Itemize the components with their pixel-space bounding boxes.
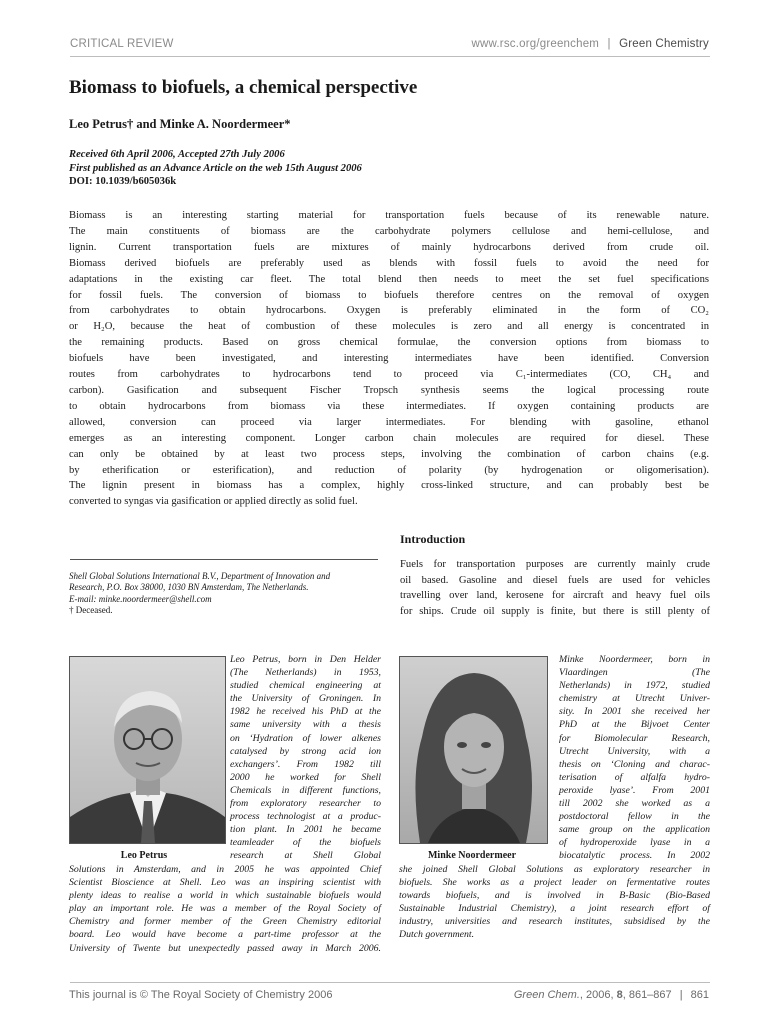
- abstract-line: The main constituents of biomass are the carbohydrate polymers cellulose and hemi-cellulose, and: [69, 225, 709, 237]
- bio-line: terisation of alfalfa hydro-: [559, 771, 710, 783]
- bio-line: on ‘Hydration of lower alkenes: [230, 732, 381, 744]
- first-published: First published as an Advance Article on the web 15th August 2006: [69, 162, 362, 174]
- bio-noordermeer-side: [559, 653, 710, 863]
- caption-noordermeer: Minke Noordermeer: [427, 850, 517, 861]
- citation: [514, 989, 709, 1001]
- bio-line: towards biofuels, and is involved in B-Basic (Bio-Based: [399, 890, 710, 902]
- copyright: This journal is © The Royal Society of Chemistry 2006: [69, 989, 333, 1001]
- bio-line: Chemistry and former member of the Green Chemistry editorial: [69, 916, 381, 928]
- bio-line: play an important role. He was a member of the Royal Society of: [69, 903, 381, 915]
- bio-line: exchangers’. From 1982 till: [230, 758, 381, 770]
- bio-line: postdoctoral fellow in the: [559, 811, 710, 823]
- received-dates: Received 6th April 2006, Accepted 27th July 2006: [69, 149, 285, 160]
- abstract-line: from carbohydrates to obtain hydrocarbons. Oxygen is preferably eliminated in the form of CO₂: [69, 305, 709, 317]
- abstract-line: or H₂O, because the heat of combustion of these molecules is zero and all energy is concentrated in: [69, 321, 709, 333]
- page-number: 861: [690, 989, 709, 1001]
- intro-line: travelling over land, kerosene for aircraft and heavy fuel oils: [400, 590, 710, 602]
- citation-volume: 8: [616, 989, 623, 1001]
- bio-line: Leo Petrus, born in Den Helder: [230, 654, 381, 665]
- bio-line: tion plant. In 2001 he became: [230, 824, 381, 836]
- footnote-line: Shell Global Solutions International B.V., Department of Innovation and: [69, 571, 331, 581]
- footnote-email[interactable]: E-mail: minke.noordermeer@shell.com: [69, 593, 212, 604]
- journal-name: Green Chemistry: [619, 38, 709, 50]
- footnote-line: Research, P.O. Box 38000, 1030 BN Amsterdam, The Netherlands.: [69, 582, 309, 593]
- bio-line: process technologist at a produc-: [230, 811, 381, 823]
- abstract-line: converted to syngas via gasification or applied directly as solid fuel.: [69, 496, 358, 508]
- footer-rule: [70, 982, 710, 983]
- bio-petrus-full: [69, 863, 381, 955]
- bio-line: Minke Noordermeer, born in: [559, 654, 710, 665]
- author-photo-petrus: [69, 656, 226, 844]
- article-authors: Leo Petrus† and Minke A. Noordermeer*: [69, 117, 291, 131]
- bio-line: till 2002 she worked as a: [559, 798, 710, 810]
- bio-line: same group on the application: [559, 824, 710, 836]
- deceased-note: † Deceased.: [69, 605, 113, 616]
- abstract-line: Biomass derived biofuels are preferably used as blends with fossil fuels to avoid the need for: [69, 257, 709, 269]
- bio-line: Dutch government.: [399, 929, 475, 941]
- bio-line: for Biomolecular Research,: [559, 732, 710, 744]
- abstract-line: lignin. Current transportation fuels are mixtures of mainly hydrocarbons derived from crude oil.: [69, 241, 709, 253]
- abstract: [69, 208, 709, 510]
- intro-line: Fuels for transportation purposes are currently mainly crude: [400, 559, 710, 570]
- abstract-line: emerges as an interesting component. Longer carbon chain molecules are required for diesel. These: [69, 432, 709, 444]
- abstract-line: allowed, conversion can proceed via larger intermediates. For blending with gasoline, ethanol: [69, 416, 709, 428]
- bio-line: plenty ideas to realise a world in which sustainable biofuels would: [69, 890, 381, 902]
- bio-line: catalysed by strong acid ion: [230, 745, 381, 757]
- bio-line: 1982 he received his PhD at the: [230, 706, 381, 718]
- abstract-line: can only be obtained by at least two process steps, involving the combination of carbon chains (e.g.: [69, 448, 709, 460]
- bio-line: board. Leo would have become a part-time professor at the: [69, 929, 381, 941]
- bio-line: teamleader of the biofuels: [230, 837, 381, 849]
- doi[interactable]: DOI: 10.1039/b605036k: [69, 176, 177, 188]
- bio-line: Utrecht University, with a: [559, 745, 710, 757]
- bio-line: peroxide lyase’. From 2001: [559, 784, 710, 796]
- footnote-rule: [70, 559, 378, 560]
- article-title: Biomass to biofuels, a chemical perspective: [69, 77, 418, 98]
- author-photo-noordermeer: [399, 656, 548, 844]
- bio-line: Netherlands) in 1972, studied: [559, 680, 710, 692]
- citation-year: , 2006,: [579, 989, 617, 1001]
- bio-line: research at Shell Global: [230, 850, 381, 862]
- abstract-line: Biomass is an interesting starting material for transportation fuels because of its renewable nature.: [69, 210, 709, 221]
- bio-line: same university with a thesis: [230, 719, 381, 731]
- abstract-line: carbon). Gasification and subsequent Fischer Tropsch synthesis seems the logical processing route: [69, 384, 709, 396]
- abstract-line: The lignin present in biomass has a complex, highly cross-linked structure, and can probably best be: [69, 480, 709, 492]
- bio-line: she joined Shell Global Solutions as exploratory researcher in: [399, 864, 710, 875]
- abstract-line: by etherification or esterification), and reduction of polarity (by hydrogenation or oligomerisation).: [69, 464, 709, 476]
- bio-line: 2000 he worked for Shell: [230, 771, 381, 783]
- intro-line: for ships. Crude oil supply is finite, but there is still plenty of: [400, 605, 710, 617]
- bio-line: studied chemical engineering at: [230, 680, 381, 692]
- bio-line: Vlaardingen (The: [559, 667, 710, 679]
- abstract-line: the remaining products. Based on gross chemical formulae, the conversion options from biomass to: [69, 337, 709, 349]
- header-separator: |: [607, 38, 611, 50]
- bio-line: from exploratory researcher to: [230, 798, 381, 810]
- bio-line: Scientist Bioscience at Shell. Leo was an inspiring scientist with: [69, 877, 381, 889]
- footer-separator: |: [679, 989, 683, 1001]
- caption-petrus: Leo Petrus: [120, 850, 168, 861]
- bio-line: PhD at the Bijvoet Center: [559, 719, 710, 731]
- bio-line: biocatalytic process. In 2002: [559, 850, 710, 862]
- introduction-text: [400, 557, 710, 619]
- abstract-line: adaptations in the existing car fleet. The total blend then needs to meet the set fuel specifications: [69, 273, 709, 285]
- section-label: CRITICAL REVIEW: [70, 38, 174, 50]
- bio-noordermeer-full: [399, 863, 710, 942]
- abstract-line: to obtain hydrocarbons from biomass via these intermediates. If oxygen containing products are: [69, 400, 709, 412]
- bio-line: thesis on ‘Cloning and charac-: [559, 758, 710, 770]
- abstract-line: routes from carbohydrates to hydrocarbons tend to proceed via C₁-intermediates (CO, CH₄ and: [69, 369, 709, 381]
- abstract-line: biofuels have been investigated, and interesting intermediates have been identified. Conversion: [69, 353, 709, 365]
- bio-line: Solutions in Amsterdam, and in 2005 he was appointed Chief: [69, 864, 381, 875]
- bio-line: industry, universities and research institutes, subsidised by the: [399, 916, 710, 928]
- bio-line: chemistry at Utrecht Univer-: [559, 693, 710, 705]
- header-rule: [70, 56, 710, 57]
- bio-line: biofuels. She works as a project leader on fermentative routes: [399, 877, 710, 889]
- bio-petrus-side: [230, 653, 381, 863]
- intro-line: oil based. Gasoline and diesel fuels are used for vehicles: [400, 574, 710, 586]
- citation-journal: Green Chem.: [513, 989, 580, 1001]
- bio-line: University of Twente but unexpectedly passed away in March 2006.: [69, 942, 381, 954]
- bio-line: the University of Groningen. In: [230, 693, 381, 705]
- bio-line: (The Netherlands) in 1953,: [230, 667, 381, 679]
- bio-line: of hydroperoxide lyase in a: [559, 837, 710, 849]
- citation-pages: , 861–867: [622, 989, 672, 1001]
- journal-header: [472, 38, 709, 50]
- abstract-line: for fossil fuels. The conversion of biomass to biofuels therefore centres on the removal of oxygen: [69, 289, 709, 301]
- journal-url[interactable]: www.rsc.org/greenchem: [471, 38, 600, 50]
- affiliation-footnote: [69, 571, 381, 617]
- article-meta: [69, 148, 362, 189]
- bio-line: Sustainable Industrial Chemistry), a joint research effort of: [399, 903, 710, 915]
- bio-line: Chemicals in different functions,: [230, 784, 381, 796]
- bio-line: sity. In 2001 she received her: [559, 706, 710, 718]
- introduction-heading: Introduction: [400, 532, 466, 546]
